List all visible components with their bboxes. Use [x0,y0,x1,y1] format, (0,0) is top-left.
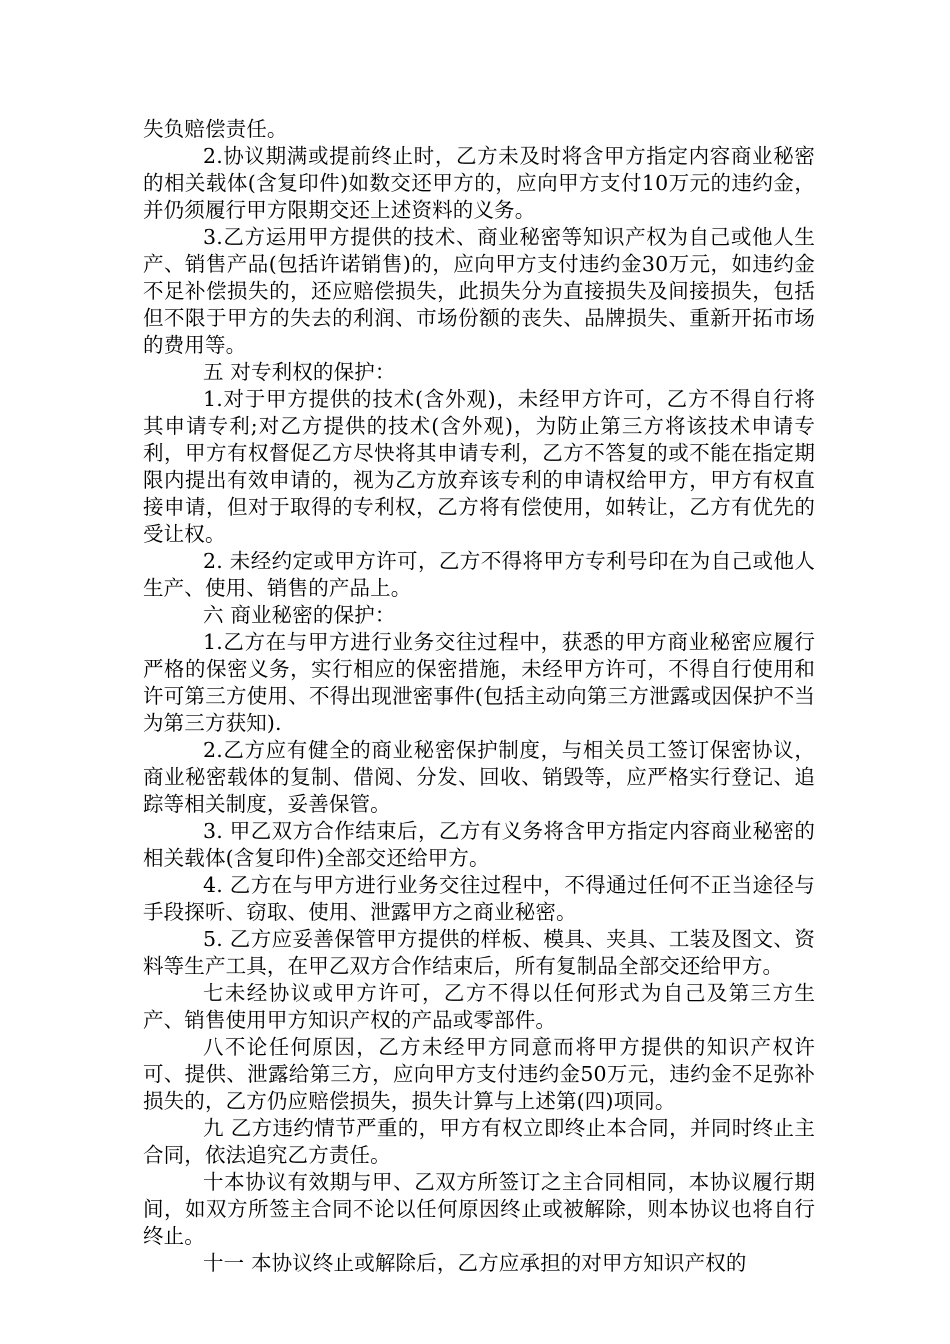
paragraph: 1.乙方在与甲方进行业务交往过程中，获悉的甲方商业秘密应履行严格的保密义务，实行相应的保密措施，未经甲方许可，不得自行使用和许可第三方使用、不得出现泄密事件(包括主动向第三方泄露或因保护不当为第三方获知). [143,630,815,735]
paragraph: 5. 乙方应妥善保管甲方提供的样板、模具、夹具、工装及图文、资料等生产工具，在甲乙双方合作结束后，所有复制品全部交还给甲方。 [143,927,815,978]
paragraph: 2.乙方应有健全的商业秘密保护制度，与相关员工签订保密协议，商业秘密载体的复制、借阅、分发、回收、销毁等，应严格实行登记、追踪等相关制度，妥善保管。 [143,738,815,816]
paragraph: 失负赔偿责任。 [143,117,288,141]
paragraph: 3. 甲乙双方合作结束后，乙方有义务将含甲方指定内容商业秘密的相关载体(含复印件)全部交还给甲方。 [143,819,815,870]
paragraph: 十本协议有效期与甲、乙双方所签订之主合同相同，本协议履行期间，如双方所签主合同不论以任何原因终止或被解除，则本协议也将自行终止。 [143,1170,815,1248]
paragraph: 2. 未经约定或甲方许可，乙方不得将甲方专利号印在为自己或他人生产、使用、销售的产品上。 [143,549,815,600]
paragraph: 十一 本协议终止或解除后，乙方应承担的对甲方知识产权的 [203,1251,747,1275]
paragraph: 1.对于甲方提供的技术(含外观)，未经甲方许可，乙方不得自行将其申请专利;对乙方提供的技术(含外观)，为防止第三方将该技术申请专利，甲方有权督促乙方尽快将其申请专利，乙方不答复的或不能在指定期限内提出有效申请的，视为乙方放弃该专利的申请权给甲方，甲方有权直接申请，但对于取得的专利权，乙方将有偿使用，如转让，乙方有优先的受让权。 [143,387,815,546]
paragraph: 4. 乙方在与甲方进行业务交往过程中，不得通过任何不正当途径与手段探听、窃取、使用、泄露甲方之商业秘密。 [143,873,815,924]
document-body [143,116,815,1277]
paragraph: 九 乙方违约情节严重的，甲方有权立即终止本合同，并同时终止主合同，依法追究乙方责任。 [143,1116,815,1167]
paragraph: 七未经协议或甲方许可，乙方不得以任何形式为自己及第三方生产、销售使用甲方知识产权的产品或零部件。 [143,981,815,1032]
paragraph: 2.协议期满或提前终止时，乙方未及时将含甲方指定内容商业秘密的相关载体(含复印件)如数交还甲方的，应向甲方支付10万元的违约金，并仍须履行甲方限期交还上述资料的义务。 [143,144,815,222]
section-heading: 五 对专利权的保护： [203,360,396,384]
paragraph: 3.乙方运用甲方提供的技术、商业秘密等知识产权为自己或他人生产、销售产品(包括许诺销售)的，应向甲方支付违约金30万元，如违约金不足补偿损失的，还应赔偿损失，此损失分为直接损失及间接损失，包括但不限于甲方的失去的利润、市场份额的丧失、品牌损失、重新开拓市场的费用等。 [143,225,815,357]
paragraph: 八不论任何原因，乙方未经甲方同意而将甲方提供的知识产权许可、提供、泄露给第三方，应向甲方支付违约金50万元，违约金不足弥补损失的，乙方仍应赔偿损失，损失计算与上述第(四)项同。 [143,1035,815,1113]
section-heading: 六 商业秘密的保护： [203,603,396,627]
